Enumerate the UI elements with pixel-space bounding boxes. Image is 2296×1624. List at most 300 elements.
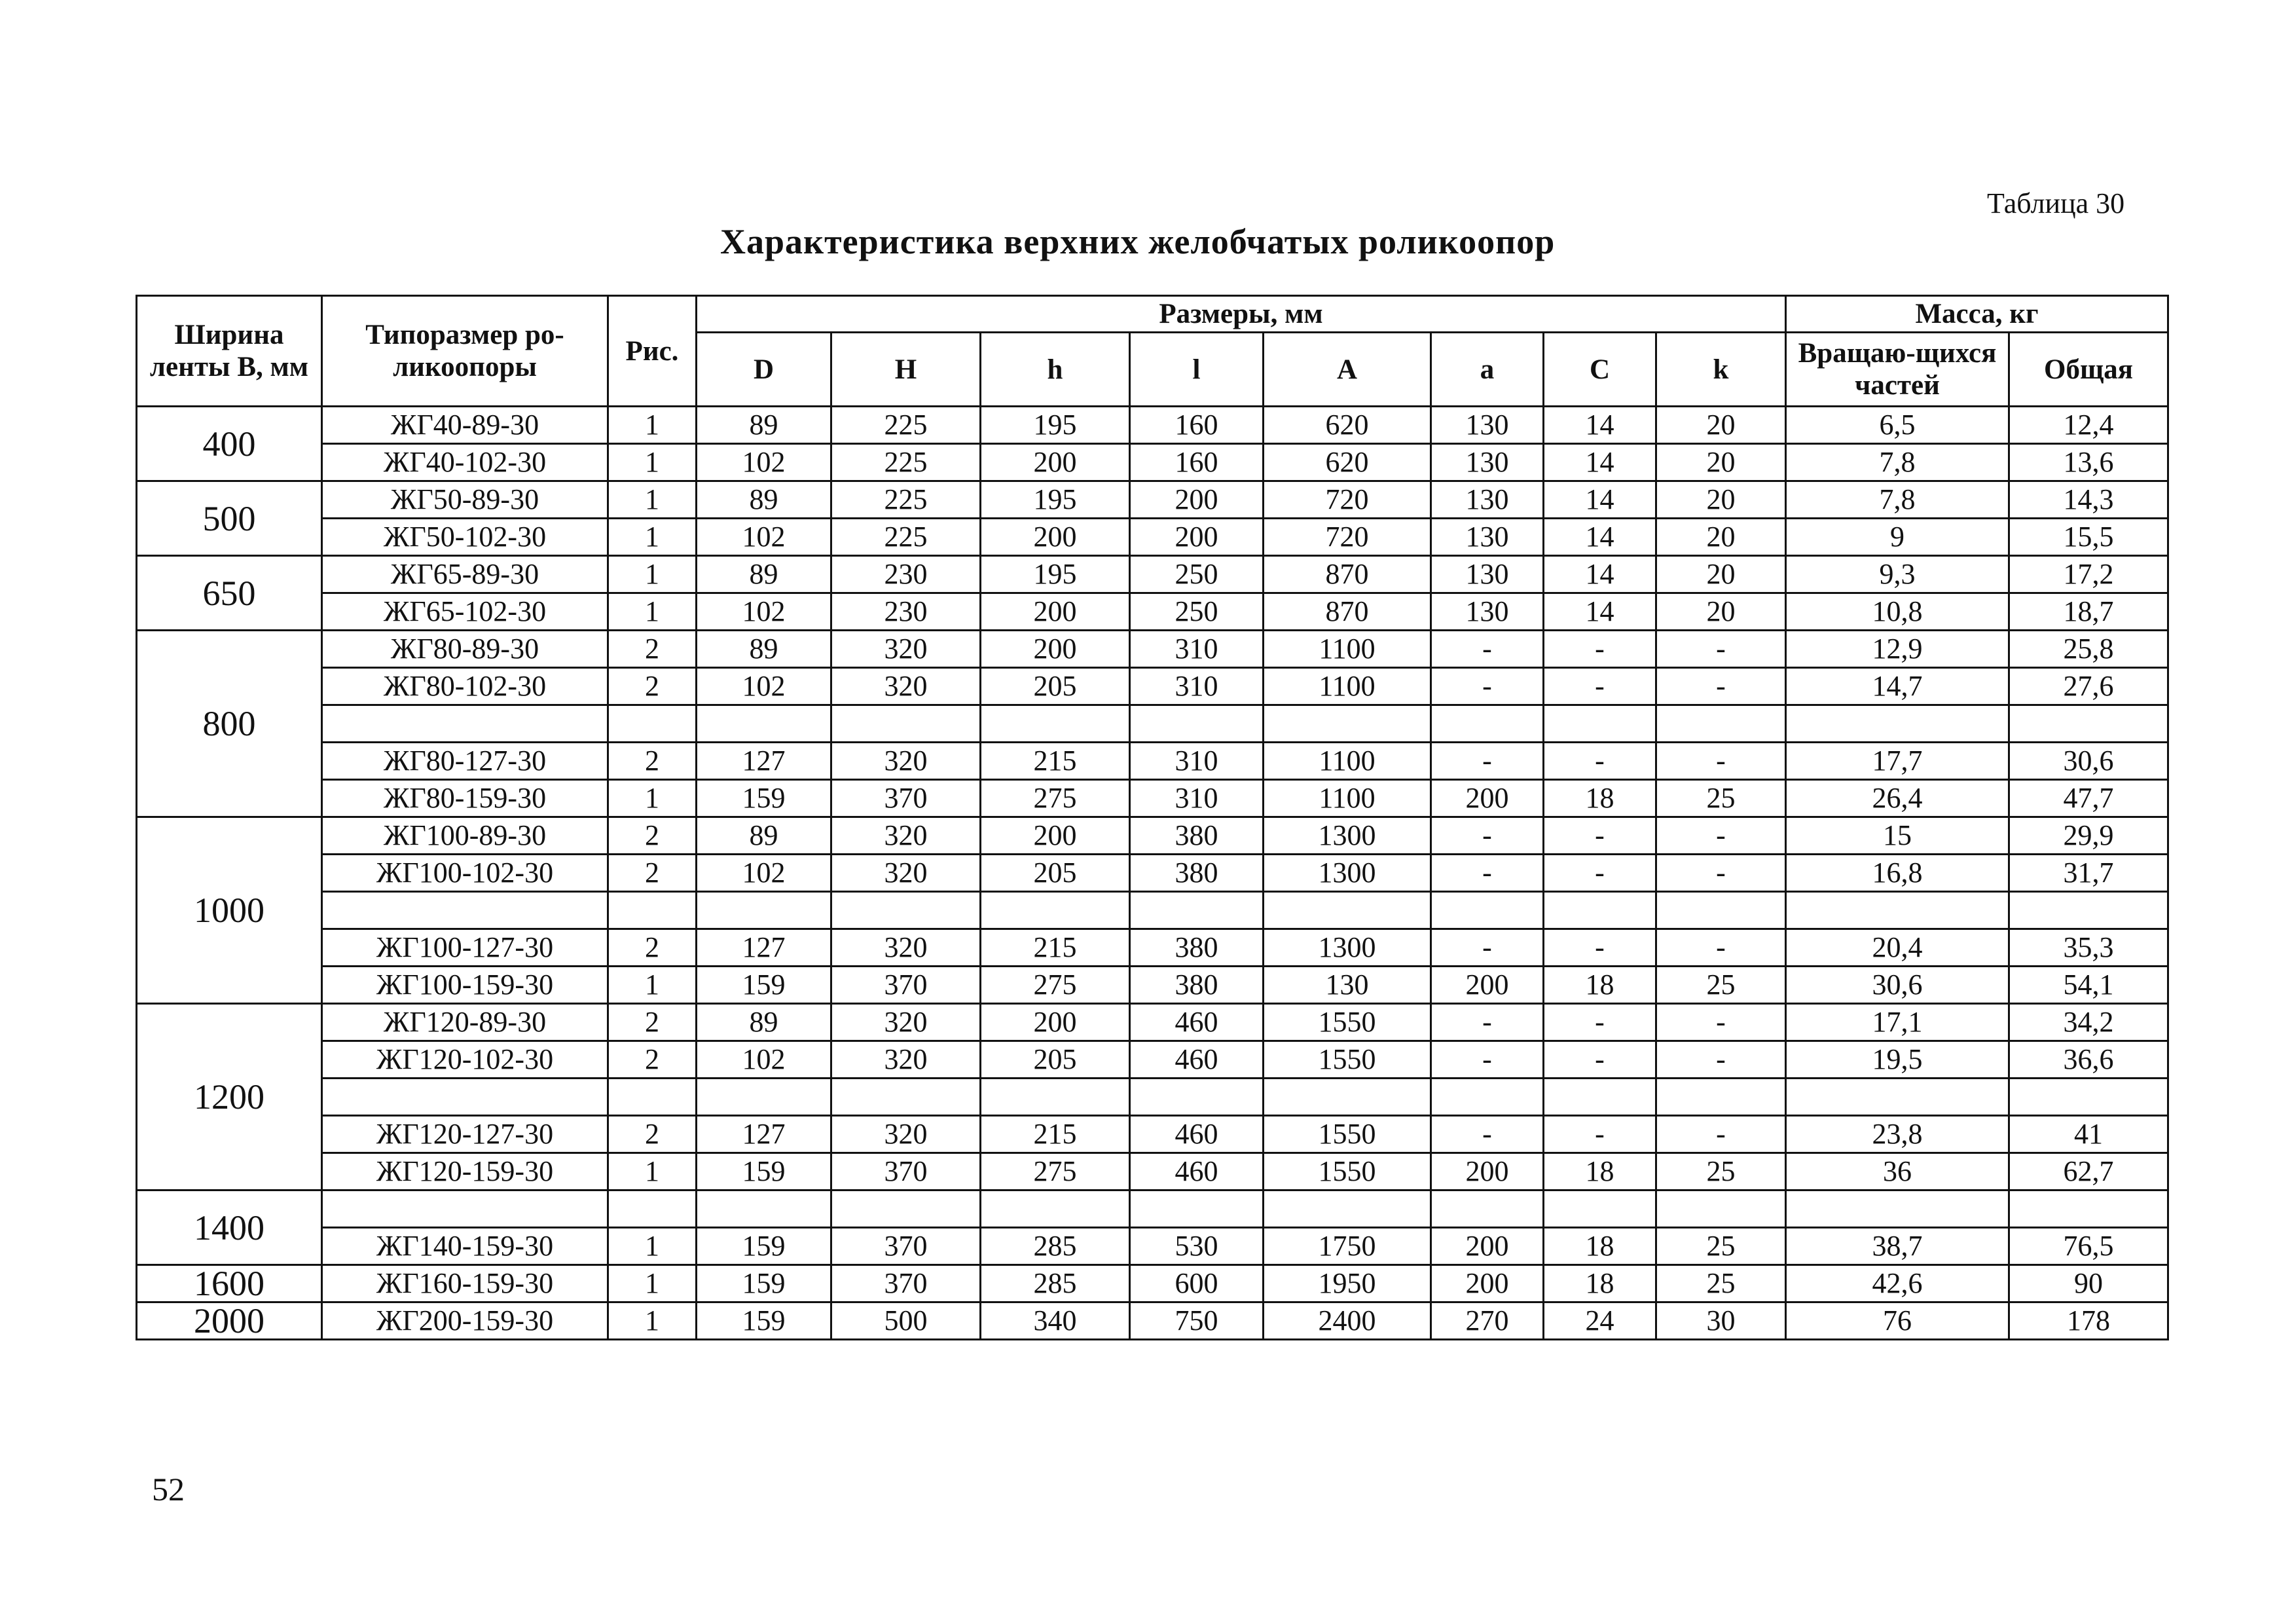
value-cell: 18,7: [2009, 593, 2168, 631]
value-cell: 24: [1544, 1302, 1656, 1340]
value-cell: [1544, 892, 1656, 929]
value-cell: [1431, 1079, 1544, 1116]
value-cell: 320: [831, 1041, 981, 1079]
value-cell: 200: [1431, 1153, 1544, 1190]
belt-width-cell: 1000: [137, 817, 322, 1004]
value-cell: 1: [608, 1153, 697, 1190]
value-cell: [1130, 1190, 1264, 1228]
value-cell: 275: [981, 967, 1130, 1004]
value-cell: [1786, 705, 2009, 743]
value-cell: 320: [831, 743, 981, 780]
value-cell: [1264, 1190, 1431, 1228]
value-cell: 1100: [1264, 668, 1431, 705]
value-cell: 130: [1431, 444, 1544, 481]
value-cell: 89: [697, 1004, 831, 1041]
table-row: [137, 855, 2168, 892]
value-cell: 870: [1264, 556, 1431, 593]
table-row: [137, 668, 2168, 705]
value-cell: 270: [1431, 1302, 1544, 1340]
model-cell: ЖГ40-102-30: [322, 444, 608, 481]
value-cell: 15: [1786, 817, 2009, 855]
value-cell: 2: [608, 743, 697, 780]
table-row: [137, 1302, 2168, 1340]
value-cell: -: [1544, 855, 1656, 892]
value-cell: 320: [831, 1116, 981, 1153]
value-cell: 90: [2009, 1265, 2168, 1302]
value-cell: 14: [1544, 556, 1656, 593]
value-cell: [1786, 1079, 2009, 1116]
value-cell: 205: [981, 668, 1130, 705]
value-cell: 16,8: [1786, 855, 2009, 892]
table-row: [137, 1228, 2168, 1265]
value-cell: 25: [1656, 1228, 1786, 1265]
value-cell: [1431, 705, 1544, 743]
value-cell: -: [1431, 743, 1544, 780]
table-row: [137, 780, 2168, 817]
value-cell: 89: [697, 631, 831, 668]
value-cell: 200: [1431, 967, 1544, 1004]
value-cell: 130: [1264, 967, 1431, 1004]
value-cell: 17,1: [1786, 1004, 2009, 1041]
value-cell: -: [1544, 743, 1656, 780]
value-cell: [1544, 1079, 1656, 1116]
value-cell: 1: [608, 1265, 697, 1302]
value-cell: 159: [697, 1153, 831, 1190]
model-cell: ЖГ65-89-30: [322, 556, 608, 593]
value-cell: [1264, 1079, 1431, 1116]
value-cell: 215: [981, 929, 1130, 967]
value-cell: 1300: [1264, 817, 1431, 855]
value-cell: -: [1431, 817, 1544, 855]
value-cell: [1264, 705, 1431, 743]
value-cell: 130: [1431, 519, 1544, 556]
value-cell: 62,7: [2009, 1153, 2168, 1190]
value-cell: 1: [608, 407, 697, 444]
value-cell: [1264, 892, 1431, 929]
table-row: [137, 705, 2168, 743]
value-cell: 9,3: [1786, 556, 2009, 593]
value-cell: [831, 705, 981, 743]
value-cell: -: [1431, 631, 1544, 668]
value-cell: 1750: [1264, 1228, 1431, 1265]
value-cell: 14: [1544, 593, 1656, 631]
value-cell: 130: [1431, 481, 1544, 519]
value-cell: [1130, 705, 1264, 743]
value-cell: 460: [1130, 1153, 1264, 1190]
model-cell: ЖГ120-102-30: [322, 1041, 608, 1079]
value-cell: 159: [697, 1265, 831, 1302]
value-cell: [697, 892, 831, 929]
table-header: [137, 296, 2168, 407]
table-row: [137, 1153, 2168, 1190]
model-cell: ЖГ50-102-30: [322, 519, 608, 556]
value-cell: 127: [697, 1116, 831, 1153]
model-cell: ЖГ160-159-30: [322, 1265, 608, 1302]
value-cell: 20: [1656, 444, 1786, 481]
model-cell: ЖГ80-159-30: [322, 780, 608, 817]
value-cell: 34,2: [2009, 1004, 2168, 1041]
value-cell: 340: [981, 1302, 1130, 1340]
value-cell: 6,5: [1786, 407, 2009, 444]
value-cell: [1130, 892, 1264, 929]
value-cell: 20: [1656, 519, 1786, 556]
value-cell: -: [1656, 1004, 1786, 1041]
value-cell: 285: [981, 1265, 1130, 1302]
belt-width-cell: 1200: [137, 1004, 322, 1190]
value-cell: 25,8: [2009, 631, 2168, 668]
value-cell: 215: [981, 743, 1130, 780]
value-cell: -: [1431, 1116, 1544, 1153]
value-cell: -: [1544, 817, 1656, 855]
rollers-table: [136, 295, 2169, 1340]
value-cell: 200: [981, 444, 1130, 481]
value-cell: 102: [697, 444, 831, 481]
value-cell: 7,8: [1786, 481, 2009, 519]
value-cell: 89: [697, 481, 831, 519]
model-cell: ЖГ100-127-30: [322, 929, 608, 967]
value-cell: 1550: [1264, 1153, 1431, 1190]
value-cell: 620: [1264, 407, 1431, 444]
belt-width-cell: 800: [137, 631, 322, 817]
value-cell: 20,4: [1786, 929, 2009, 967]
value-cell: [981, 705, 1130, 743]
value-cell: 13,6: [2009, 444, 2168, 481]
value-cell: 25: [1656, 1265, 1786, 1302]
value-cell: 320: [831, 817, 981, 855]
value-cell: 178: [2009, 1302, 2168, 1340]
value-cell: 310: [1130, 780, 1264, 817]
value-cell: 195: [981, 407, 1130, 444]
value-cell: 310: [1130, 631, 1264, 668]
value-cell: 18: [1544, 967, 1656, 1004]
value-cell: 102: [697, 1041, 831, 1079]
model-cell: [322, 1079, 608, 1116]
value-cell: -: [1431, 929, 1544, 967]
table-row: [137, 593, 2168, 631]
value-cell: -: [1656, 743, 1786, 780]
value-cell: [1431, 1190, 1544, 1228]
value-cell: 1550: [1264, 1041, 1431, 1079]
value-cell: -: [1544, 1041, 1656, 1079]
value-cell: 720: [1264, 519, 1431, 556]
value-cell: 18: [1544, 1265, 1656, 1302]
value-cell: 102: [697, 668, 831, 705]
value-cell: [608, 892, 697, 929]
table-label: Таблица 30: [1987, 187, 2125, 219]
header-mass-total: Общая: [2009, 333, 2168, 407]
value-cell: 27,6: [2009, 668, 2168, 705]
value-cell: 1: [608, 481, 697, 519]
value-cell: 25: [1656, 1153, 1786, 1190]
value-cell: 14: [1544, 481, 1656, 519]
value-cell: 320: [831, 855, 981, 892]
value-cell: 2400: [1264, 1302, 1431, 1340]
value-cell: 200: [1130, 481, 1264, 519]
value-cell: 720: [1264, 481, 1431, 519]
value-cell: 1100: [1264, 743, 1431, 780]
value-cell: 1550: [1264, 1116, 1431, 1153]
value-cell: -: [1544, 929, 1656, 967]
value-cell: 20: [1656, 481, 1786, 519]
value-cell: 200: [1130, 519, 1264, 556]
table-row: [137, 407, 2168, 444]
value-cell: 89: [697, 407, 831, 444]
header-C: C: [1544, 333, 1656, 407]
value-cell: 1300: [1264, 855, 1431, 892]
model-cell: [322, 892, 608, 929]
table-row: [137, 817, 2168, 855]
value-cell: 750: [1130, 1302, 1264, 1340]
header-A: A: [1264, 333, 1431, 407]
value-cell: 76: [1786, 1302, 2009, 1340]
value-cell: 460: [1130, 1041, 1264, 1079]
table-row: [137, 1190, 2168, 1228]
value-cell: 1: [608, 1302, 697, 1340]
model-cell: ЖГ40-89-30: [322, 407, 608, 444]
model-cell: ЖГ120-159-30: [322, 1153, 608, 1190]
value-cell: [2009, 705, 2168, 743]
value-cell: 25: [1656, 780, 1786, 817]
value-cell: 320: [831, 668, 981, 705]
header-l: l: [1130, 333, 1264, 407]
table-row: [137, 444, 2168, 481]
value-cell: 25: [1656, 967, 1786, 1004]
value-cell: 18: [1544, 1228, 1656, 1265]
value-cell: 20: [1656, 593, 1786, 631]
value-cell: [1544, 1190, 1656, 1228]
value-cell: 20: [1656, 556, 1786, 593]
value-cell: 195: [981, 556, 1130, 593]
table-row: [137, 631, 2168, 668]
header-width: Ширина ленты В, мм: [137, 296, 322, 407]
value-cell: 620: [1264, 444, 1431, 481]
value-cell: 380: [1130, 817, 1264, 855]
header-D: D: [697, 333, 831, 407]
value-cell: 35,3: [2009, 929, 2168, 967]
value-cell: [1786, 1190, 2009, 1228]
value-cell: 7,8: [1786, 444, 2009, 481]
value-cell: 54,1: [2009, 967, 2168, 1004]
value-cell: 600: [1130, 1265, 1264, 1302]
value-cell: 1550: [1264, 1004, 1431, 1041]
value-cell: 870: [1264, 593, 1431, 631]
value-cell: 160: [1130, 444, 1264, 481]
table-body: [137, 407, 2168, 1340]
value-cell: 42,6: [1786, 1265, 2009, 1302]
table-row: [137, 967, 2168, 1004]
value-cell: 159: [697, 1302, 831, 1340]
model-cell: ЖГ200-159-30: [322, 1302, 608, 1340]
value-cell: -: [1656, 1116, 1786, 1153]
value-cell: [2009, 1190, 2168, 1228]
model-cell: ЖГ140-159-30: [322, 1228, 608, 1265]
value-cell: 89: [697, 556, 831, 593]
header-model: Типоразмер ро-ликоопоры: [322, 296, 608, 407]
header-k: k: [1656, 333, 1786, 407]
table-row: [137, 556, 2168, 593]
value-cell: [1656, 892, 1786, 929]
value-cell: 200: [1431, 1265, 1544, 1302]
table-row: [137, 1116, 2168, 1153]
value-cell: 200: [981, 817, 1130, 855]
value-cell: 200: [981, 1004, 1130, 1041]
value-cell: 12,9: [1786, 631, 2009, 668]
value-cell: -: [1544, 1116, 1656, 1153]
value-cell: 380: [1130, 855, 1264, 892]
belt-width-cell: 500: [137, 481, 322, 556]
model-cell: ЖГ80-127-30: [322, 743, 608, 780]
model-cell: ЖГ80-102-30: [322, 668, 608, 705]
value-cell: 370: [831, 1153, 981, 1190]
value-cell: 215: [981, 1116, 1130, 1153]
value-cell: -: [1656, 817, 1786, 855]
table-row: [137, 892, 2168, 929]
value-cell: [608, 1079, 697, 1116]
value-cell: 89: [697, 817, 831, 855]
value-cell: 1: [608, 519, 697, 556]
value-cell: 380: [1130, 929, 1264, 967]
value-cell: 380: [1130, 967, 1264, 1004]
page-number: 52: [152, 1471, 185, 1507]
value-cell: [981, 892, 1130, 929]
value-cell: [831, 1190, 981, 1228]
value-cell: 159: [697, 1228, 831, 1265]
table-row: [137, 481, 2168, 519]
model-cell: ЖГ100-89-30: [322, 817, 608, 855]
value-cell: 460: [1130, 1004, 1264, 1041]
value-cell: 2: [608, 668, 697, 705]
value-cell: 9: [1786, 519, 2009, 556]
model-cell: [322, 1190, 608, 1228]
value-cell: [608, 1190, 697, 1228]
value-cell: 370: [831, 1228, 981, 1265]
model-cell: ЖГ100-102-30: [322, 855, 608, 892]
value-cell: 18: [1544, 780, 1656, 817]
value-cell: 159: [697, 967, 831, 1004]
table-row: [137, 1004, 2168, 1041]
value-cell: 200: [981, 519, 1130, 556]
value-cell: 1: [608, 967, 697, 1004]
value-cell: 2: [608, 1116, 697, 1153]
table-row: [137, 1265, 2168, 1302]
value-cell: -: [1431, 1041, 1544, 1079]
value-cell: 230: [831, 593, 981, 631]
value-cell: 14: [1544, 444, 1656, 481]
value-cell: 1: [608, 444, 697, 481]
value-cell: 102: [697, 855, 831, 892]
value-cell: -: [1656, 1041, 1786, 1079]
value-cell: 225: [831, 444, 981, 481]
value-cell: [831, 1079, 981, 1116]
value-cell: [697, 1079, 831, 1116]
header-dimensions: Размеры, мм: [697, 296, 1786, 333]
value-cell: 200: [1431, 1228, 1544, 1265]
value-cell: -: [1656, 929, 1786, 967]
value-cell: 160: [1130, 407, 1264, 444]
value-cell: -: [1431, 855, 1544, 892]
table-row: [137, 519, 2168, 556]
value-cell: 1: [608, 1228, 697, 1265]
value-cell: 200: [1431, 780, 1544, 817]
value-cell: 10,8: [1786, 593, 2009, 631]
value-cell: 250: [1130, 593, 1264, 631]
value-cell: 225: [831, 519, 981, 556]
value-cell: 14,7: [1786, 668, 2009, 705]
value-cell: 14: [1544, 407, 1656, 444]
value-cell: 310: [1130, 743, 1264, 780]
model-cell: [322, 705, 608, 743]
value-cell: 18: [1544, 1153, 1656, 1190]
value-cell: [697, 1190, 831, 1228]
value-cell: 30,6: [1786, 967, 2009, 1004]
value-cell: 310: [1130, 668, 1264, 705]
value-cell: 29,9: [2009, 817, 2168, 855]
value-cell: 205: [981, 1041, 1130, 1079]
value-cell: 127: [697, 743, 831, 780]
value-cell: 36,6: [2009, 1041, 2168, 1079]
value-cell: 200: [981, 593, 1130, 631]
value-cell: 30,6: [2009, 743, 2168, 780]
value-cell: 130: [1431, 556, 1544, 593]
table-row: [137, 1079, 2168, 1116]
value-cell: 36: [1786, 1153, 2009, 1190]
value-cell: 2: [608, 855, 697, 892]
value-cell: 460: [1130, 1116, 1264, 1153]
value-cell: -: [1656, 855, 1786, 892]
value-cell: 1300: [1264, 929, 1431, 967]
value-cell: -: [1544, 668, 1656, 705]
value-cell: 14: [1544, 519, 1656, 556]
value-cell: 14,3: [2009, 481, 2168, 519]
value-cell: 225: [831, 481, 981, 519]
value-cell: 41: [2009, 1116, 2168, 1153]
value-cell: 320: [831, 631, 981, 668]
value-cell: 1: [608, 593, 697, 631]
value-cell: 370: [831, 780, 981, 817]
value-cell: -: [1544, 1004, 1656, 1041]
value-cell: 1950: [1264, 1265, 1431, 1302]
value-cell: 320: [831, 929, 981, 967]
value-cell: 102: [697, 593, 831, 631]
header-mass: Масса, кг: [1786, 296, 2168, 333]
header-a: a: [1431, 333, 1544, 407]
value-cell: 1: [608, 556, 697, 593]
table-row: [137, 743, 2168, 780]
belt-width-cell: 400: [137, 407, 322, 481]
value-cell: 15,5: [2009, 519, 2168, 556]
value-cell: 205: [981, 855, 1130, 892]
belt-width-cell: 1600: [137, 1265, 322, 1302]
model-cell: ЖГ80-89-30: [322, 631, 608, 668]
value-cell: 23,8: [1786, 1116, 2009, 1153]
model-cell: ЖГ120-89-30: [322, 1004, 608, 1041]
value-cell: 76,5: [2009, 1228, 2168, 1265]
value-cell: 17,7: [1786, 743, 2009, 780]
value-cell: 1: [608, 780, 697, 817]
table-row: [137, 929, 2168, 967]
value-cell: 2: [608, 929, 697, 967]
page-title: Характеристика верхних желобчатых роликоопор: [720, 222, 1556, 261]
value-cell: 12,4: [2009, 407, 2168, 444]
value-cell: -: [1544, 631, 1656, 668]
value-cell: 2: [608, 631, 697, 668]
value-cell: 130: [1431, 407, 1544, 444]
value-cell: 47,7: [2009, 780, 2168, 817]
value-cell: 19,5: [1786, 1041, 2009, 1079]
value-cell: [2009, 1079, 2168, 1116]
value-cell: 320: [831, 1004, 981, 1041]
value-cell: 127: [697, 929, 831, 967]
